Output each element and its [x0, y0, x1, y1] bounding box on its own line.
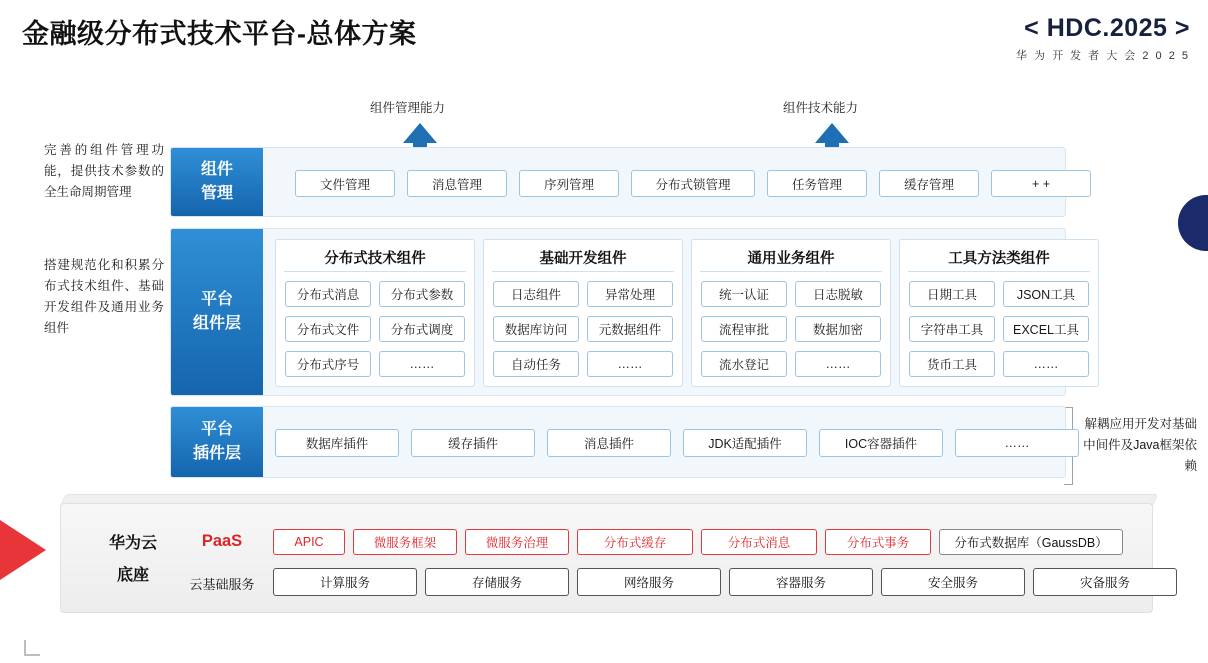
left-note-2: 搭建规范化和积累分布式技术组件、基础开发组件及通用业务组件: [44, 258, 164, 335]
chip-microservice-governance[interactable]: 微服务治理: [465, 529, 569, 555]
group-divider: [284, 271, 466, 272]
page-title: 金融级分布式技术平台-总体方案: [22, 19, 417, 49]
right-note: 解耦应用开发对基础中间件及Java框架依赖: [1083, 417, 1197, 473]
chip-more[interactable]: ……: [587, 351, 673, 377]
group-divider: [700, 271, 882, 272]
callout-label-component-management: 组件管理能力: [370, 101, 446, 115]
band-label-line-1: 组件: [200, 161, 233, 178]
red-pointer-marker: [0, 520, 46, 580]
group-title: 分布式技术组件: [324, 251, 426, 267]
chip-excel-tool[interactable]: EXCEL工具: [1003, 316, 1089, 342]
chip-distributed-message[interactable]: 分布式消息: [285, 281, 371, 307]
chip-flow-record[interactable]: 流水登记: [701, 351, 787, 377]
chip-distributed-file[interactable]: 分布式文件: [285, 316, 371, 342]
chip-metadata[interactable]: 元数据组件: [587, 316, 673, 342]
group-distributed-tech-components: [275, 239, 475, 387]
chip-distributed-transaction[interactable]: 分布式事务: [825, 529, 931, 555]
chip-date-tool[interactable]: 日期工具: [909, 281, 995, 307]
chip-db-plugin[interactable]: 数据库插件: [275, 429, 399, 457]
band-label-line-1: 平台: [200, 291, 233, 308]
callout-label-component-technology: 组件技术能力: [783, 101, 859, 115]
chip-more[interactable]: ……: [1003, 351, 1089, 377]
chip-more[interactable]: ……: [955, 429, 1079, 457]
band-platform-component-layer: [170, 228, 1079, 396]
chip-cache-plugin[interactable]: 缓存插件: [411, 429, 535, 457]
base-title-line-1: 华为云: [108, 535, 157, 552]
chip-auto-task[interactable]: 自动任务: [493, 351, 579, 377]
band-component-management: [170, 147, 1066, 217]
band-label-line-1: 平台: [200, 421, 233, 438]
base-title-line-2: 底座: [116, 567, 149, 584]
band-label-platform-plugin-layer: [171, 407, 263, 477]
chip-network-service[interactable]: 网络服务: [577, 568, 721, 596]
chip-message-management[interactable]: 消息管理: [407, 170, 507, 197]
group-divider: [492, 271, 674, 272]
band-label-platform-component-layer: [171, 229, 263, 395]
chip-distributed-lock[interactable]: 分布式锁管理: [631, 170, 755, 197]
chip-json-tool[interactable]: JSON工具: [1003, 281, 1089, 307]
chip-data-encrypt[interactable]: 数据加密: [795, 316, 881, 342]
base-platform-title: [85, 528, 181, 592]
chip-microservice-framework[interactable]: 微服务框架: [353, 529, 457, 555]
chip-distributed-param[interactable]: 分布式参数: [379, 281, 465, 307]
blue-edge-marker: [1178, 195, 1208, 251]
band-platform-plugin-layer: [170, 406, 1066, 478]
chip-string-tool[interactable]: 字符串工具: [909, 316, 995, 342]
band-label-component-management: [171, 148, 263, 216]
group-divider: [908, 271, 1090, 272]
group-title: 工具方法类组件: [948, 251, 1050, 267]
chip-compute-service[interactable]: 计算服务: [273, 568, 417, 596]
chip-log-component[interactable]: 日志组件: [493, 281, 579, 307]
band-label-line-2: 组件层: [192, 315, 241, 332]
group-basic-dev-components: [483, 239, 683, 387]
group-title: 通用业务组件: [747, 251, 835, 267]
corner-tick-marker: [24, 640, 40, 656]
chip-apic[interactable]: APIC: [273, 529, 345, 555]
left-note-1: 完善的组件管理功能，提供技术参数的全生命周期管理: [44, 143, 164, 199]
group-tool-method-components: [899, 239, 1099, 387]
chip-cache-management[interactable]: 缓存管理: [879, 170, 979, 197]
chip-log-masking[interactable]: 日志脱敏: [795, 281, 881, 307]
base-platform: [60, 503, 1153, 613]
chip-sequence-management[interactable]: 序列管理: [519, 170, 619, 197]
chip-distributed-cache[interactable]: 分布式缓存: [577, 529, 693, 555]
chip-file-management[interactable]: 文件管理: [295, 170, 395, 197]
chip-storage-service[interactable]: 存储服务: [425, 568, 569, 596]
chip-process-approve[interactable]: 流程审批: [701, 316, 787, 342]
paas-label: PaaS: [201, 532, 243, 550]
group-common-business-components: [691, 239, 891, 387]
group-title: 基础开发组件: [539, 251, 627, 267]
chip-currency-tool[interactable]: 货币工具: [909, 351, 995, 377]
chip-security-service[interactable]: 安全服务: [881, 568, 1025, 596]
chip-db-access[interactable]: 数据库访问: [493, 316, 579, 342]
chip-distributed-schedule[interactable]: 分布式调度: [379, 316, 465, 342]
chip-dr-service[interactable]: 灾备服务: [1033, 568, 1177, 596]
chip-message-plugin[interactable]: 消息插件: [547, 429, 671, 457]
band-label-line-2: 管理: [200, 185, 233, 202]
chip-distributed-serial[interactable]: 分布式序号: [285, 351, 371, 377]
cloud-service-label: 云基础服务: [189, 577, 255, 592]
chip-more[interactable]: ……: [379, 351, 465, 377]
chip-container-service[interactable]: 容器服务: [729, 568, 873, 596]
chip-unified-auth[interactable]: 统一认证: [701, 281, 787, 307]
chip-more[interactable]: + +: [991, 170, 1091, 197]
brand-title: < HDC.2025 >: [1024, 14, 1190, 42]
chip-exception-handle[interactable]: 异常处理: [587, 281, 673, 307]
chip-distributed-database[interactable]: 分布式数据库（GaussDB）: [939, 529, 1123, 555]
band-label-line-2: 插件层: [192, 445, 241, 462]
chip-ioc-plugin[interactable]: IOC容器插件: [819, 429, 943, 457]
chip-more[interactable]: ……: [795, 351, 881, 377]
chip-jdk-plugin[interactable]: JDK适配插件: [683, 429, 807, 457]
brand-subtitle: 华 为 开 发 者 大 会 2 0 2 5: [1015, 50, 1190, 62]
chip-task-management[interactable]: 任务管理: [767, 170, 867, 197]
event-brand: [1016, 14, 1190, 63]
chip-distributed-message[interactable]: 分布式消息: [701, 529, 817, 555]
